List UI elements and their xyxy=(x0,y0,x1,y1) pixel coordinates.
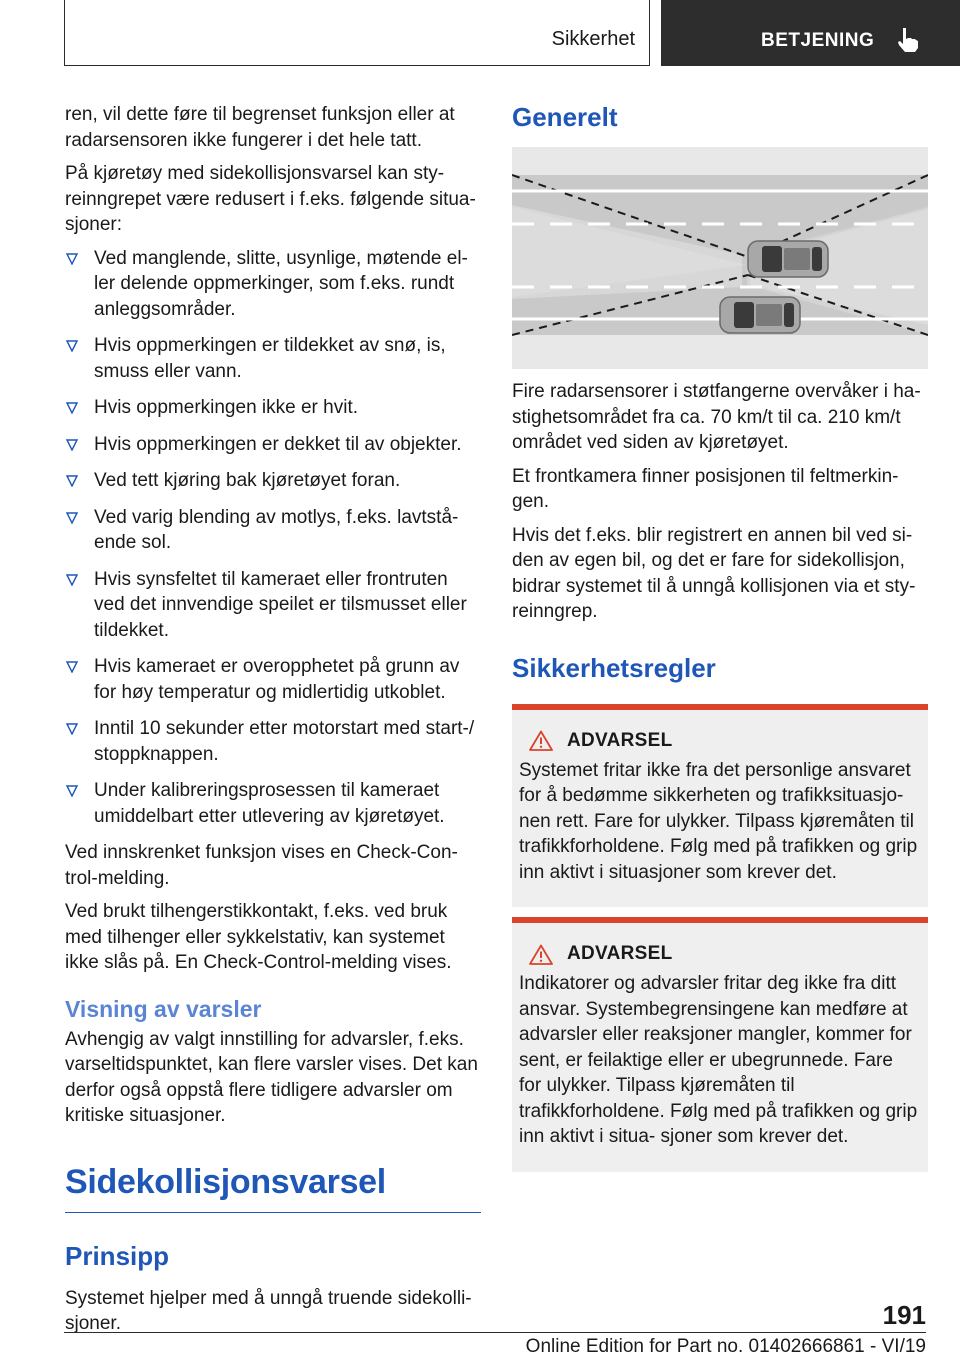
chapter-tab xyxy=(661,0,960,66)
paragraph: Ved brukt tilhengerstikkontakt, f.eks. ved bruk med tilhenger eller sykkelstativ, kan systemet ikke slås på. En Check-Control-melding vises. xyxy=(65,901,452,973)
bullet-list xyxy=(65,246,481,830)
triangle-bullet-icon xyxy=(66,439,78,451)
paragraph: Avhengig av valgt innstilling for advarsler, f.eks. varseltidspunktet, kan flere varsler vises. Det kan derfor også oppstå flere tidligere advarsler om kritiske situasjoner. xyxy=(65,1028,478,1126)
triangle-bullet-icon xyxy=(66,723,78,735)
section-heading-generelt: Generelt xyxy=(512,102,618,132)
subheading-visning: Visning av varsler xyxy=(65,995,262,1022)
page-header xyxy=(0,0,960,66)
list-item-text: Ved manglende, slitte, usynlige, møtende el‐ ler delende oppmerkinger, som f.eks. rundt anleggsområder. xyxy=(94,247,468,320)
triangle-bullet-icon xyxy=(66,661,78,673)
paragraph: ren, vil dette føre til begrenset funksjon eller at radarsensoren ikke fungerer i det hele tatt. xyxy=(65,104,455,151)
section-heading-sikkerhet: Sikkerhetsregler xyxy=(512,652,716,683)
triangle-bullet-icon xyxy=(66,402,78,414)
list-item-text: Hvis kameraet er overopphetet på grunn av for høy temperatur og midlertidig utkoblet. xyxy=(94,656,460,703)
warning-title: ADVARSEL xyxy=(567,943,673,964)
list-item-text: Hvis synsfeltet til kameraet eller frontruten ved det innvendige speilet er tilsmusset eller tildekket. xyxy=(94,568,467,641)
triangle-bullet-icon xyxy=(66,785,78,797)
warning-header xyxy=(519,730,920,752)
section-heading-prinsipp: Prinsipp xyxy=(65,1240,170,1271)
paragraph: Ved innskrenket funksjon vises en Check-Con‐ trol-melding. xyxy=(65,842,458,889)
paragraph: Systemet hjelper med å unngå truende sidekolli‐ sjoner. xyxy=(65,1287,472,1334)
list-item-text: Hvis oppmerkingen er dekket til av objekter. xyxy=(94,433,462,455)
radar-diagram xyxy=(512,147,928,369)
warning-box xyxy=(512,917,928,1172)
list-item xyxy=(65,246,481,323)
list-item-text: Hvis oppmerkingen er tildekket av snø, is, smuss eller vann. xyxy=(94,335,446,382)
warning-title: ADVARSEL xyxy=(567,729,673,751)
paragraph: På kjøretøy med sidekollisjonsvarsel kan sty‐ reinngrepet være redusert i f.eks. følgende situa‐ sjoner: xyxy=(65,163,476,235)
triangle-bullet-icon xyxy=(66,253,78,265)
list-item-text: Inntil 10 sekunder etter motorstart med start-/ stoppknappen. xyxy=(94,718,475,765)
paragraph: Hvis det f.eks. blir registrert en annen bil ved si‐ den av egen bil, og det er fare for sidekollisjon, bidrar systemet til å unngå kollisjonen via et sty‐ reinngrep. xyxy=(512,524,916,622)
triangle-bullet-icon xyxy=(66,340,78,352)
paragraph: Fire radarsensorer i støtfangerne overvåker i ha‐ stighetsområdet fra ca. 70 km/t til ca. 210 km/t området ved siden av kjøretøyet. xyxy=(512,381,921,453)
list-item xyxy=(65,778,481,829)
list-item-text: Ved tett kjøring bak kjøretøyet foran. xyxy=(94,470,401,491)
hand-pointer-icon xyxy=(895,26,921,54)
list-item-text: Hvis oppmerkingen ikke er hvit. xyxy=(94,397,358,418)
list-item-text: Under kalibreringsprosessen til kameraet umiddelbart etter utlevering av kjøretøyet. xyxy=(94,780,445,827)
warning-header xyxy=(519,943,920,965)
list-item xyxy=(65,395,481,421)
warning-box xyxy=(512,704,928,908)
list-item-text: Ved varig blending av motlys, f.eks. lavtstå‐ ende sol. xyxy=(94,506,459,553)
radar-illustration xyxy=(512,147,928,369)
warning-text: Indikatorer og advarsler fritar deg ikke fra ditt ansvar. Systembegrensingene kan medføre at advarsler eller reaksjoner mangler, kommer for sent, er feilaktige eller er ubegrunnede. Fare for ulykker. Tilpass kjøremåten til trafikkforholdene. Følg med på trafikken og grip inn aktivt i situa‐ sjoner som krever det. xyxy=(519,973,918,1147)
list-item xyxy=(65,567,481,644)
footer-divider xyxy=(64,1332,926,1333)
triangle-bullet-icon xyxy=(66,475,78,487)
list-item xyxy=(65,333,481,384)
list-item xyxy=(65,716,481,767)
left-column xyxy=(65,102,481,1345)
footer-edition: Online Edition for Part no. 01402666861 - VI/19 xyxy=(525,1336,926,1357)
list-item xyxy=(65,468,481,494)
page-number: 191 xyxy=(882,1300,926,1330)
chapter-heading: Sidekollisjonsvarsel xyxy=(65,1163,481,1213)
chapter-title: BETJENING xyxy=(761,30,875,51)
list-item xyxy=(65,432,481,458)
list-item xyxy=(65,505,481,556)
right-column xyxy=(512,102,928,1182)
paragraph: Et frontkamera finner posisjonen til feltmerkin‐ gen. xyxy=(512,465,899,512)
section-tab xyxy=(64,0,650,66)
list-item xyxy=(65,654,481,705)
triangle-bullet-icon xyxy=(66,512,78,524)
section-title: Sikkerhet xyxy=(551,28,635,50)
vehicle-own xyxy=(748,241,828,277)
warning-triangle-icon xyxy=(529,730,553,751)
vehicle-adjacent xyxy=(720,297,800,333)
triangle-bullet-icon xyxy=(66,574,78,586)
warning-triangle-icon xyxy=(529,944,553,965)
warning-text: Systemet fritar ikke fra det personlige ansvaret for å bedømme sikkerheten og trafikksituasjo‐ nen rett. Fare for ulykker. Tilpass kjøremåten til trafikkforholdene. Følg med på trafikken og grip inn aktivt i situasjoner som krever det. xyxy=(519,759,918,883)
